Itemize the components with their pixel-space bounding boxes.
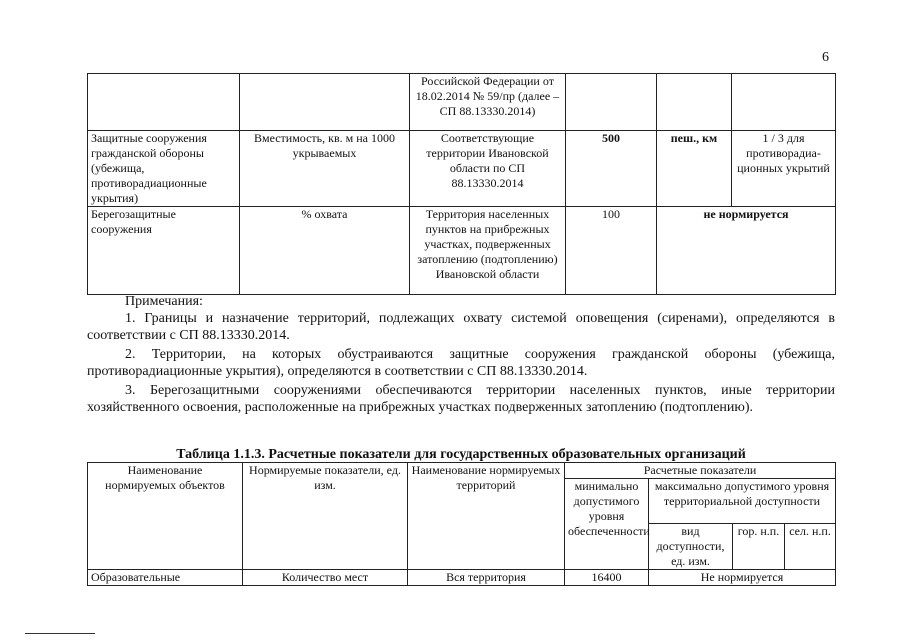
defense-table (87, 73, 836, 295)
header-cell: Наименование нормируемых объектов (88, 463, 243, 570)
footnote-separator (25, 633, 95, 634)
table-cell: Количество мест (243, 570, 408, 586)
note-item: 2. Территории, на которых обустраиваются защитные сооружения гражданской обороны (убежища, противорадиационные укрытия), определяются в соответствии с СП 88.13330.2014. (87, 347, 835, 379)
note-item: 3. Берегозащитными сооружениями обеспечиваются территории населенных пунктов, иные территории хозяйственного освоения, расположенные на прибрежных участках подверженных затоплению (подтоплению). (87, 383, 835, 415)
table-row (88, 131, 836, 207)
table-row (88, 463, 836, 479)
table-cell (88, 74, 240, 131)
table-cell: 100 (566, 207, 657, 295)
table-cell (240, 74, 410, 131)
table-row (88, 74, 836, 131)
notes (87, 293, 835, 416)
table-cell: пеш., км (657, 131, 732, 207)
table-cell: Российской Федерации от 18.02.2014 № 59/пр (далее – СП 88.13330.2014) (410, 74, 566, 131)
table-cell: 1 / 3 для противорадиа-ционных укрытий (732, 131, 836, 207)
table-title: Таблица 1.1.3. Расчетные показатели для государственных образовательных организаций (176, 447, 746, 462)
table-cell: Вся территория (408, 570, 565, 586)
table-row (88, 570, 836, 586)
table-cell: 16400 (565, 570, 649, 586)
table-cell: 500 (566, 131, 657, 207)
table-cell: % охвата (240, 207, 410, 295)
education-table (87, 462, 836, 586)
table-cell: Не нормируется (649, 570, 836, 586)
table-cell: Вместимость, кв. м на 1000 укрываемых (240, 131, 410, 207)
header-cell: гор. н.п. (733, 524, 785, 570)
table-cell (657, 74, 732, 131)
header-cell: минимально допустимого уровня обеспеченности (565, 479, 649, 570)
page-number: 6 (822, 50, 829, 65)
table-cell: Образовательные (88, 570, 243, 586)
header-cell: Нормируемые показатели, ед. изм. (243, 463, 408, 570)
table-cell (732, 74, 836, 131)
header-cell: Наименование нормируемых территорий (408, 463, 565, 570)
notes-heading: Примечания: (125, 294, 203, 309)
table-cell: Соответствующие территории Ивановской области по СП 88.13330.2014 (410, 131, 566, 207)
header-cell: максимально допустимого уровня территориальной доступности (649, 479, 836, 524)
table-row (88, 207, 836, 295)
table-cell: Защитные сооружения гражданской обороны (убежища, противорадиационные укрытия) (88, 131, 240, 207)
table-cell: Берегозащитные сооружения (88, 207, 240, 295)
table-cell: не нормируется (657, 207, 836, 295)
header-cell: Расчетные показатели (565, 463, 836, 479)
note-item: 1. Границы и назначение территорий, подлежащих охвату системой оповещения (сиренами), определяются в соответствии с СП 88.13330.2014. (87, 311, 835, 343)
table-cell: Территория населенных пунктов на прибрежных участках, подверженных затоплению (подтоплению) Ивановской области (410, 207, 566, 295)
table-cell (566, 74, 657, 131)
header-cell: вид доступности, ед. изм. (649, 524, 733, 570)
header-cell: сел. н.п. (785, 524, 836, 570)
